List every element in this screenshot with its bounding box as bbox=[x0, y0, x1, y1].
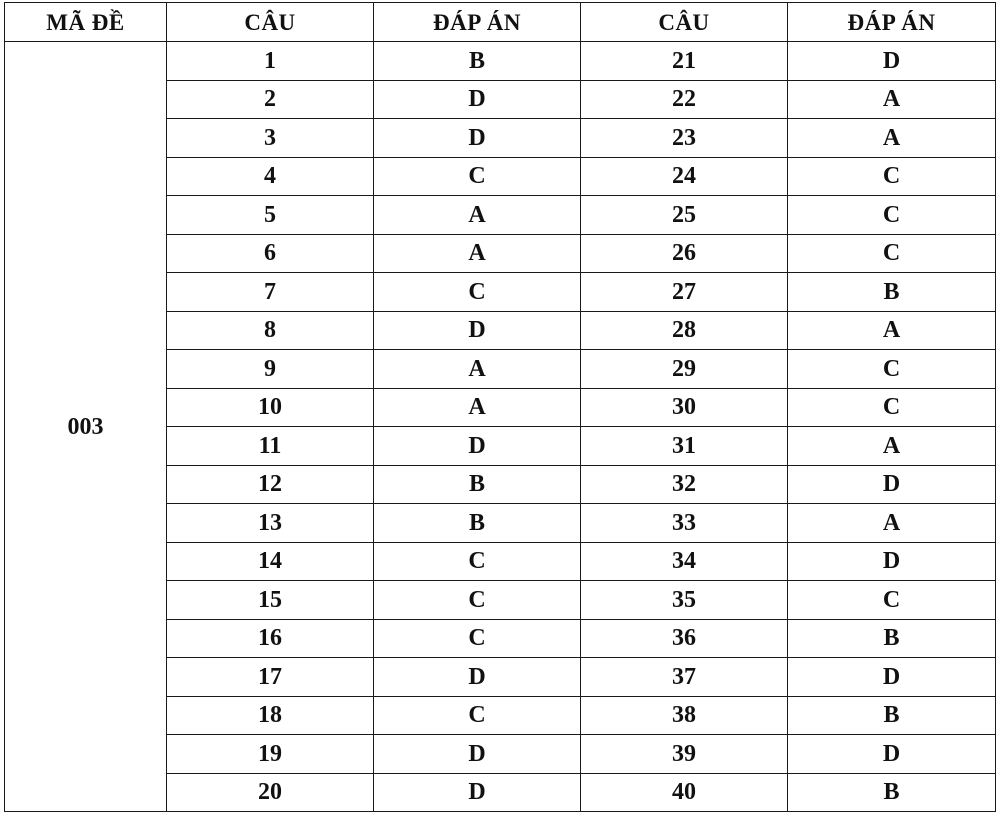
question-number-left: 15 bbox=[167, 581, 374, 620]
answer-left: D bbox=[374, 773, 581, 812]
answer-left: C bbox=[374, 619, 581, 658]
answer-left: C bbox=[374, 581, 581, 620]
question-number-left: 9 bbox=[167, 350, 374, 389]
answer-left: A bbox=[374, 388, 581, 427]
answer-right: D bbox=[788, 465, 996, 504]
question-number-left: 12 bbox=[167, 465, 374, 504]
answer-left: B bbox=[374, 504, 581, 543]
header-question-left: CÂU bbox=[167, 3, 374, 42]
table-body bbox=[5, 42, 996, 812]
question-number-left: 14 bbox=[167, 542, 374, 581]
question-number-left: 16 bbox=[167, 619, 374, 658]
question-number-left: 10 bbox=[167, 388, 374, 427]
question-number-right: 36 bbox=[581, 619, 788, 658]
question-number-right: 24 bbox=[581, 157, 788, 196]
answer-left: D bbox=[374, 80, 581, 119]
question-number-right: 40 bbox=[581, 773, 788, 812]
answer-left: C bbox=[374, 157, 581, 196]
question-number-left: 4 bbox=[167, 157, 374, 196]
header-exam-code: MÃ ĐỀ bbox=[5, 3, 167, 42]
question-number-left: 1 bbox=[167, 42, 374, 81]
question-number-left: 19 bbox=[167, 735, 374, 774]
table-header bbox=[5, 3, 996, 42]
answer-right: A bbox=[788, 119, 996, 158]
question-number-right: 32 bbox=[581, 465, 788, 504]
question-number-left: 2 bbox=[167, 80, 374, 119]
answer-right: A bbox=[788, 504, 996, 543]
answer-right: C bbox=[788, 350, 996, 389]
answer-key-table bbox=[4, 2, 996, 812]
question-number-right: 38 bbox=[581, 696, 788, 735]
header-answer-right: ĐÁP ÁN bbox=[788, 3, 996, 42]
question-number-left: 5 bbox=[167, 196, 374, 235]
question-number-left: 17 bbox=[167, 658, 374, 697]
answer-left: A bbox=[374, 350, 581, 389]
question-number-right: 28 bbox=[581, 311, 788, 350]
answer-right: D bbox=[788, 658, 996, 697]
answer-left: A bbox=[374, 196, 581, 235]
question-number-right: 23 bbox=[581, 119, 788, 158]
question-number-right: 30 bbox=[581, 388, 788, 427]
header-question-right: CÂU bbox=[581, 3, 788, 42]
question-number-right: 22 bbox=[581, 80, 788, 119]
answer-right: A bbox=[788, 311, 996, 350]
question-number-right: 35 bbox=[581, 581, 788, 620]
answer-right: C bbox=[788, 388, 996, 427]
question-number-left: 13 bbox=[167, 504, 374, 543]
answer-right: B bbox=[788, 619, 996, 658]
question-number-right: 37 bbox=[581, 658, 788, 697]
answer-right: A bbox=[788, 427, 996, 466]
question-number-right: 27 bbox=[581, 273, 788, 312]
question-number-right: 29 bbox=[581, 350, 788, 389]
exam-code-cell: 003 bbox=[5, 42, 167, 812]
header-answer-left: ĐÁP ÁN bbox=[374, 3, 581, 42]
question-number-left: 8 bbox=[167, 311, 374, 350]
question-number-left: 20 bbox=[167, 773, 374, 812]
question-number-left: 6 bbox=[167, 234, 374, 273]
answer-right: C bbox=[788, 157, 996, 196]
question-number-left: 11 bbox=[167, 427, 374, 466]
answer-right: D bbox=[788, 542, 996, 581]
answer-left: D bbox=[374, 119, 581, 158]
question-number-right: 33 bbox=[581, 504, 788, 543]
answer-left: C bbox=[374, 542, 581, 581]
answer-left: D bbox=[374, 735, 581, 774]
answer-right: B bbox=[788, 773, 996, 812]
question-number-right: 39 bbox=[581, 735, 788, 774]
answer-left: B bbox=[374, 465, 581, 504]
answer-right: C bbox=[788, 234, 996, 273]
table-row bbox=[5, 42, 996, 81]
answer-right: D bbox=[788, 42, 996, 81]
answer-right: B bbox=[788, 696, 996, 735]
question-number-right: 31 bbox=[581, 427, 788, 466]
question-number-left: 7 bbox=[167, 273, 374, 312]
answer-left: D bbox=[374, 427, 581, 466]
answer-left: C bbox=[374, 696, 581, 735]
answer-left: B bbox=[374, 42, 581, 81]
answer-left: A bbox=[374, 234, 581, 273]
question-number-right: 25 bbox=[581, 196, 788, 235]
question-number-left: 3 bbox=[167, 119, 374, 158]
question-number-right: 34 bbox=[581, 542, 788, 581]
answer-right: B bbox=[788, 273, 996, 312]
answer-right: C bbox=[788, 196, 996, 235]
header-row bbox=[5, 3, 996, 42]
question-number-right: 26 bbox=[581, 234, 788, 273]
question-number-right: 21 bbox=[581, 42, 788, 81]
answer-left: C bbox=[374, 273, 581, 312]
answer-right: C bbox=[788, 581, 996, 620]
answer-right: A bbox=[788, 80, 996, 119]
answer-left: D bbox=[374, 311, 581, 350]
answer-right: D bbox=[788, 735, 996, 774]
answer-left: D bbox=[374, 658, 581, 697]
question-number-left: 18 bbox=[167, 696, 374, 735]
